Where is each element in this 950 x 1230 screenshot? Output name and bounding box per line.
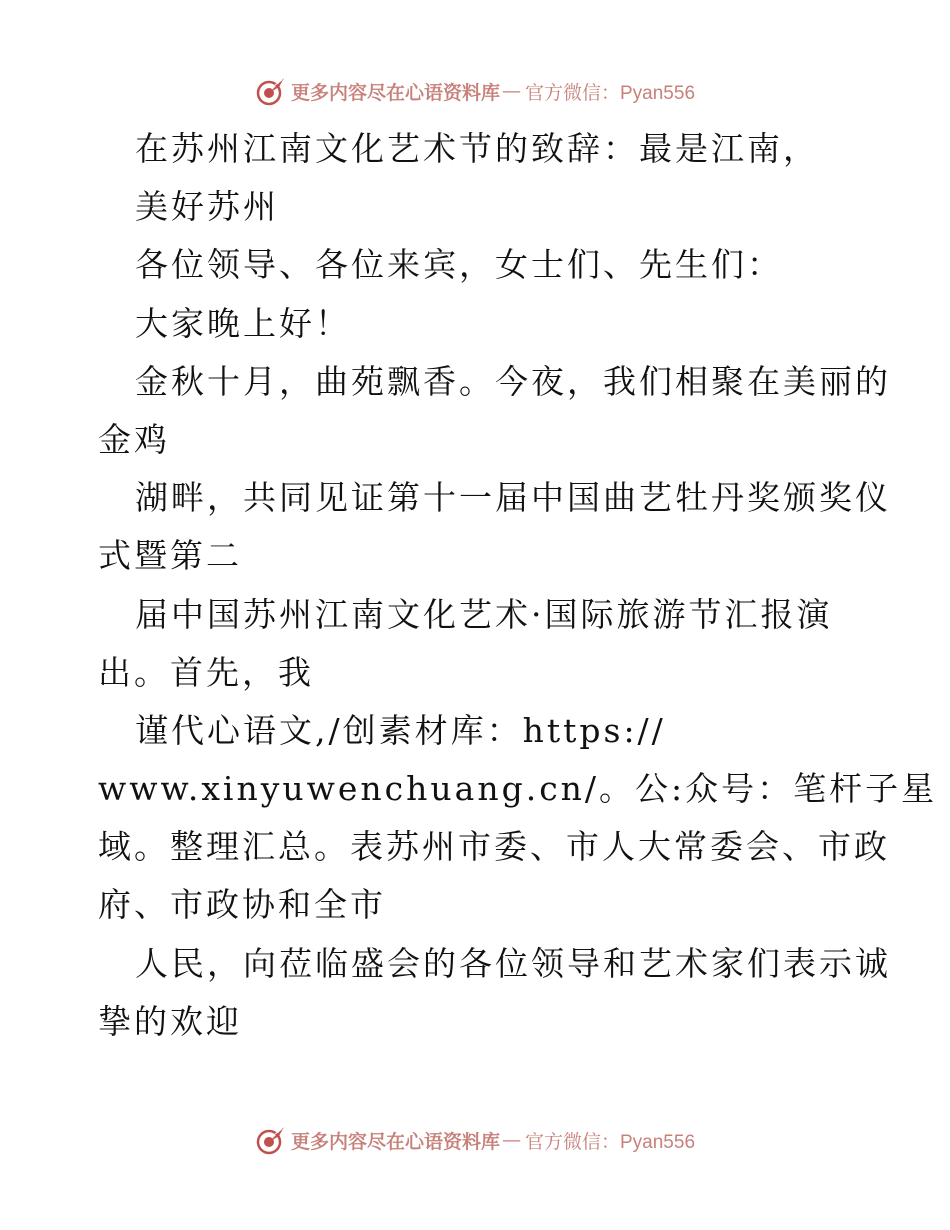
text-line: 府、市政协和全市	[98, 885, 386, 925]
text-line: 式暨第二	[98, 536, 242, 576]
text-line: 谨代心语文,/创素材库：https://	[135, 710, 666, 750]
banner-contact-text: 官方微信：Pyan556	[525, 82, 696, 104]
banner-main-text: 更多内容尽在心语资料库	[290, 81, 500, 104]
document-body	[98, 120, 938, 1051]
text-line: 湖畔，共同见证第十一届中国曲艺牡丹奖颁奖仪	[135, 478, 891, 518]
text-line: 在苏州江南文化艺术节的致辞：最是江南，	[135, 129, 819, 168]
header-banner	[0, 71, 950, 111]
footer-banner-content	[255, 1124, 695, 1156]
header-banner-content	[255, 75, 695, 107]
text-line: 域。整理汇总。表苏州市委、市人大常委会、市政	[98, 827, 890, 867]
banner-main-text: 更多内容尽在心语资料库	[290, 1130, 500, 1153]
text-line: 各位领导、各位来宾，女士们、先生们：	[135, 245, 783, 285]
text-line: 挚的欢迎	[98, 1001, 242, 1041]
quill-logo-icon	[255, 75, 287, 107]
text-line: 金秋十月，曲苑飘香。今夜，我们相聚在美丽的	[135, 361, 891, 401]
banner-contact-text: 官方微信：Pyan556	[525, 1131, 696, 1153]
text-line: 届中国苏州江南文化艺术·国际旅游节汇报演	[135, 594, 833, 634]
text-line: 美好苏州	[135, 187, 279, 227]
text-line: 出。首先，我	[98, 652, 314, 692]
text-line: 金鸡	[98, 419, 170, 459]
banner-separator: —	[502, 1129, 521, 1151]
footer-banner	[0, 1120, 950, 1160]
text-line: www.xinyuwenchuang.cn/。公:众号：笔杆子星	[98, 769, 938, 809]
banner-separator: —	[502, 80, 521, 102]
quill-logo-icon	[255, 1124, 287, 1156]
text-line: 人民，向莅临盛会的各位领导和艺术家们表示诚	[135, 943, 891, 983]
text-line: 大家晚上好！	[135, 303, 351, 343]
